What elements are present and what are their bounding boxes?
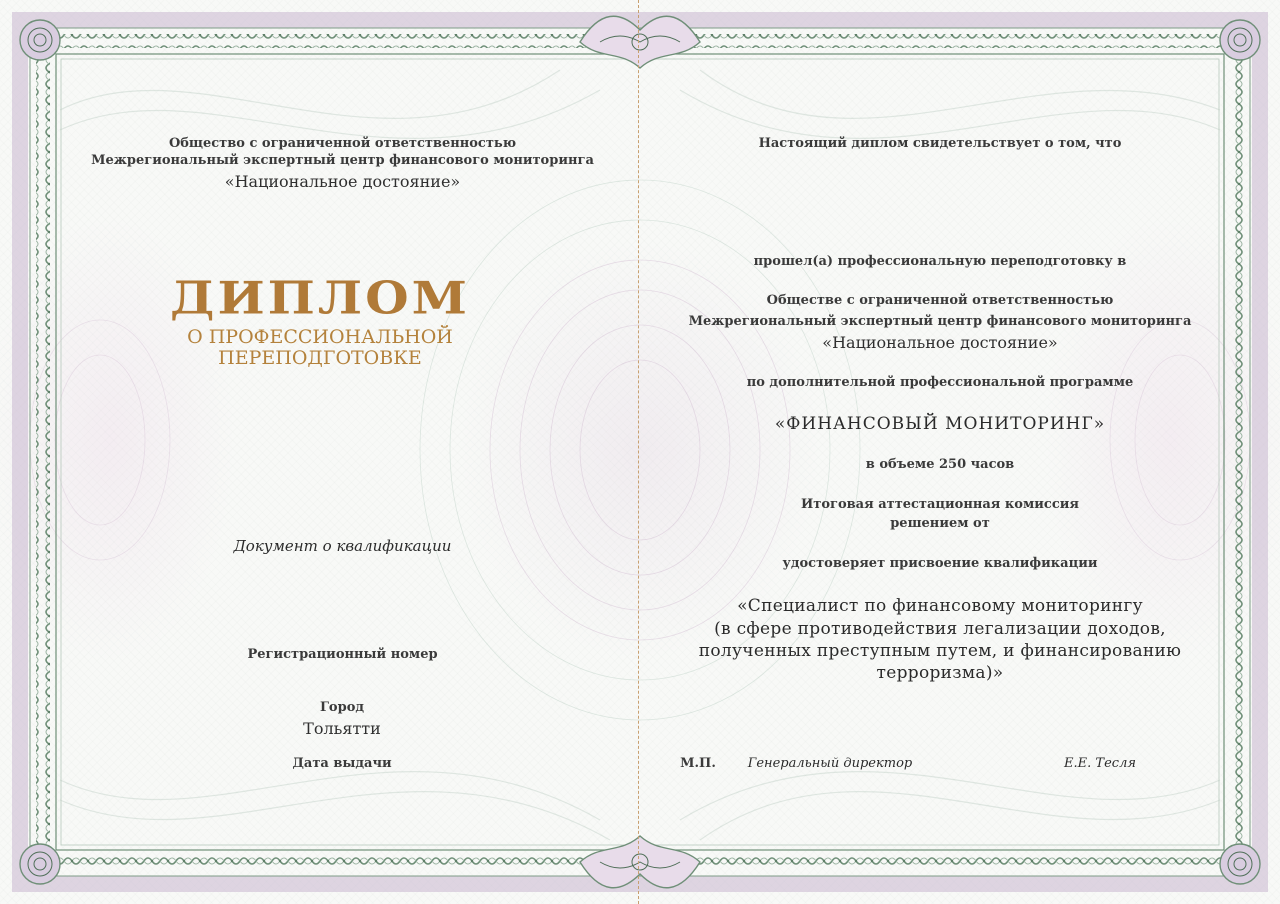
commission-line2: решением от (890, 516, 990, 531)
program-label: по дополнительной профессиональной программе (746, 375, 1134, 390)
qualification-line4: терроризма)» (876, 663, 1004, 683)
diploma-title: ДИПЛОМ (169, 270, 471, 325)
intro-text: Настоящий диплом свидетельствует о том, что (758, 136, 1122, 151)
fold-line (638, 0, 639, 904)
left-org-line1: Общество с ограниченной ответственностью (168, 136, 517, 151)
issue-date-label: Дата выдачи (292, 756, 392, 771)
right-org-line3: «Национальное достояние» (822, 333, 1058, 352)
signer-title: Генеральный директор (747, 756, 913, 771)
city-value: Тольятти (303, 719, 381, 738)
qualification-line1: «Специалист по финансовому мониторингу (737, 596, 1143, 616)
city-label: Город (319, 700, 365, 715)
signer-name: Е.Е. Тесля (1064, 756, 1136, 771)
certifies-text: удостоверяет присвоение квалификации (782, 556, 1098, 571)
passed-text: прошел(а) профессиональную переподготовку в (753, 254, 1127, 269)
seal-label: М.П. (680, 756, 716, 771)
diploma-subtitle-line1: О ПРОФЕССИОНАЛЬНОЙ (187, 326, 453, 348)
diploma-subtitle-line2: ПЕРЕПОДГОТОВКЕ (218, 347, 422, 369)
document-type: Документ о квалификации (233, 537, 452, 555)
left-org-line2: Межрегиональный экспертный центр финансового мониторинга (91, 153, 594, 168)
right-org-line1: Обществе с ограниченной ответственностью (766, 293, 1114, 308)
hours-text: в объеме 250 часов (865, 457, 1015, 472)
right-org-line2: Межрегиональный экспертный центр финансового мониторинга (688, 314, 1192, 329)
qualification-line2: (в сфере противодействия легализации доходов, (714, 619, 1166, 639)
left-org-line3: «Национальное достояние» (224, 172, 461, 191)
program-name: «ФИНАНСОВЫЙ МОНИТОРИНГ» (774, 414, 1106, 434)
reg-number-label: Регистрационный номер (247, 647, 438, 662)
qualification-line3: полученных преступным путем, и финансированию (698, 641, 1182, 661)
commission-line1: Итоговая аттестационная комиссия (800, 497, 1079, 512)
